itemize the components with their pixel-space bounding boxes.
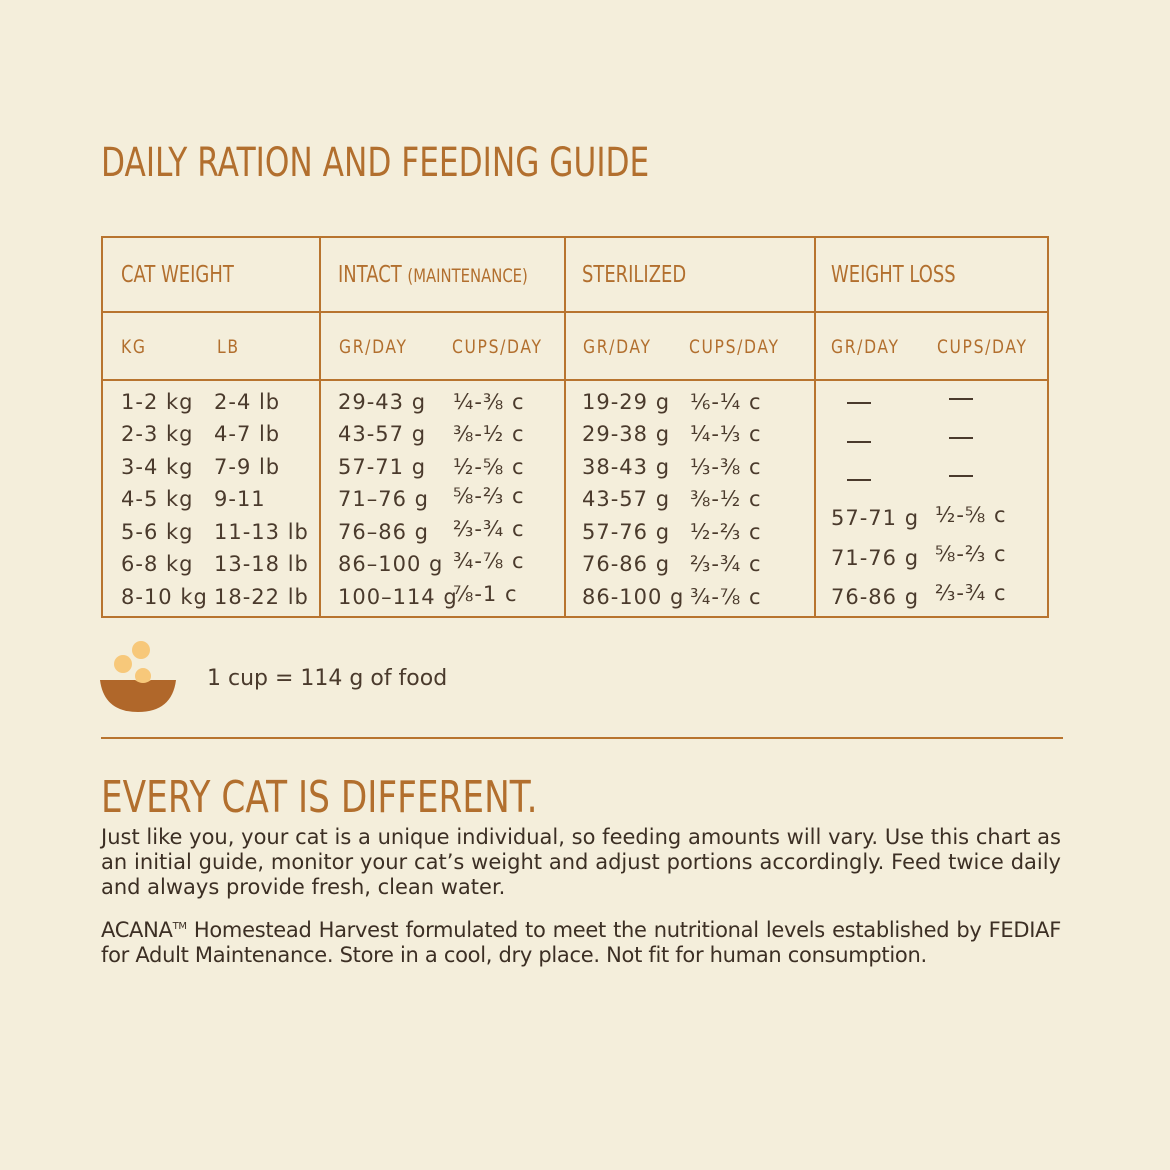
section-divider [101, 737, 1063, 739]
cell-wl-cups: ½-⅝ c [935, 503, 1007, 527]
subheader-lb: LB [217, 336, 240, 358]
brand-name: ACANA [101, 918, 173, 942]
header-cat-weight: CAT WEIGHT [121, 262, 234, 288]
cell-wl-cups: ⅝-⅔ c [935, 542, 1007, 566]
cell-wl-gr-dash [847, 402, 871, 404]
cell-lb: 2-4 lb [214, 390, 281, 414]
cell-ster-cups: ¼-⅓ c [690, 422, 762, 446]
cell-ster-gr: 29-38 g [582, 422, 671, 446]
cell-wl-gr: 76-86 g [831, 585, 920, 609]
cell-lb: 11-13 lb [214, 520, 309, 544]
cell-intact-gr: 57-71 g [338, 455, 427, 479]
cell-kg: 5-6 kg [121, 520, 194, 544]
table-divider [814, 238, 816, 616]
cell-intact-cups: ⅝-⅔ c [453, 484, 525, 508]
cell-ster-gr: 57-76 g [582, 520, 671, 544]
cell-ster-cups: ½-⅔ c [690, 520, 762, 544]
subheader-intact-gr: GR/DAY [339, 336, 408, 358]
cell-ster-cups: ¾-⅞ c [690, 585, 762, 609]
cell-lb: 4-7 lb [214, 422, 281, 446]
cell-lb: 9-11 [214, 487, 266, 511]
cell-ster-gr: 19-29 g [582, 390, 671, 414]
header-intact [338, 262, 528, 288]
header-intact-label: INTACT [338, 262, 402, 288]
cell-intact-gr: 43-57 g [338, 422, 427, 446]
subheader-kg: KG [121, 336, 147, 358]
cell-ster-gr: 76-86 g [582, 552, 671, 576]
cell-intact-gr: 71–76 g [338, 487, 429, 511]
cup-conversion-note: 1 cup = 114 g of food [207, 666, 448, 691]
product-paragraph-text: Homestead Harvest formulated to meet the nutritional levels established by FEDIAF for Adult Maintenance. Store in a cool, dry place. Not fit for human consumption. [101, 918, 1061, 967]
cell-ster-gr: 43-57 g [582, 487, 671, 511]
cell-kg: 1-2 kg [121, 390, 194, 414]
table-divider [103, 379, 1047, 381]
cell-intact-cups: ⅜-½ c [453, 422, 525, 446]
cell-intact-cups: ⅔-¾ c [453, 517, 525, 541]
food-bowl-icon [99, 640, 179, 714]
cell-kg: 6-8 kg [121, 552, 194, 576]
cell-wl-gr: 57-71 g [831, 506, 920, 530]
cell-wl-cups-dash [949, 398, 973, 400]
cell-wl-gr-dash [847, 479, 871, 481]
header-intact-sub: (MAINTENANCE) [407, 265, 528, 287]
header-weight-loss: WEIGHT LOSS [831, 262, 956, 288]
cell-kg: 2-3 kg [121, 422, 194, 446]
trademark: TM [172, 921, 187, 932]
cell-kg: 4-5 kg [121, 487, 194, 511]
cell-intact-gr: 76–86 g [338, 520, 429, 544]
feeding-table [101, 236, 1049, 618]
cell-kg: 3-4 kg [121, 455, 194, 479]
subheader-ster-gr: GR/DAY [583, 336, 652, 358]
cell-intact-gr: 100–114 g [338, 585, 458, 609]
page-title: DAILY RATION AND FEEDING GUIDE [101, 140, 650, 186]
cell-ster-gr: 86-100 g [582, 585, 685, 609]
cell-lb: 13-18 lb [214, 552, 309, 576]
subheader-wl-gr: GR/DAY [831, 336, 900, 358]
cell-ster-cups: ⅓-⅜ c [690, 455, 762, 479]
intro-paragraph: Just like you, your cat is a unique individual, so feeding amounts will vary. Use this chart as an initial guide, monitor your cat’s weight and adjust portions accordingly. Feed twice daily and always provide fresh, clean water. [101, 825, 1061, 899]
product-paragraph [101, 914, 1061, 968]
cell-intact-cups: ¾-⅞ c [453, 549, 525, 573]
cell-ster-cups: ⅔-¾ c [690, 552, 762, 576]
cell-intact-gr: 29-43 g [338, 390, 427, 414]
cell-intact-cups: ½-⅝ c [453, 455, 525, 479]
cell-intact-cups: ¼-⅜ c [453, 390, 525, 414]
cell-lb: 18-22 lb [214, 585, 309, 609]
table-divider [564, 238, 566, 616]
cell-lb: 7-9 lb [214, 455, 281, 479]
section-title: EVERY CAT IS DIFFERENT. [101, 772, 538, 823]
table-divider [319, 238, 321, 616]
cell-intact-gr: 86–100 g [338, 552, 444, 576]
table-divider [103, 311, 1047, 313]
header-sterilized: STERILIZED [582, 262, 687, 288]
cell-wl-cups: ⅔-¾ c [935, 581, 1007, 605]
cell-ster-cups: ⅜-½ c [690, 487, 762, 511]
cell-intact-cups: ⅞-1 c [453, 582, 518, 606]
cell-ster-cups: ⅙-¼ c [690, 390, 762, 414]
cell-wl-cups-dash [949, 437, 973, 439]
cell-kg: 8-10 kg [121, 585, 208, 609]
subheader-wl-cups: CUPS/DAY [937, 336, 1028, 358]
cell-wl-gr-dash [847, 441, 871, 443]
cell-wl-cups-dash [949, 475, 973, 477]
cell-wl-gr: 71-76 g [831, 546, 920, 570]
subheader-ster-cups: CUPS/DAY [689, 336, 780, 358]
cell-ster-gr: 38-43 g [582, 455, 671, 479]
subheader-intact-cups: CUPS/DAY [452, 336, 543, 358]
